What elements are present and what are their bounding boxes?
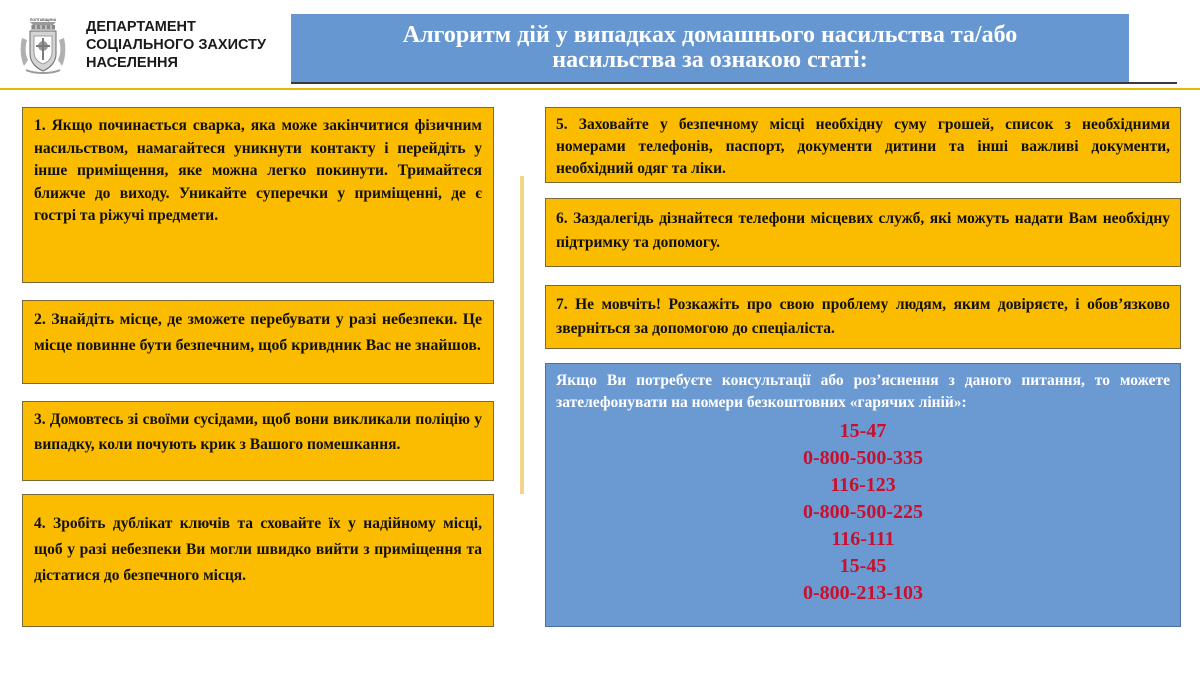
column-divider (520, 176, 524, 494)
hotline-number[interactable]: 116-123 (830, 474, 896, 496)
hotlines-info-box (545, 363, 1181, 627)
department-name (86, 18, 286, 72)
page-title-line: Алгоритм дій у випадках домашнього насильства та/або (402, 22, 1018, 48)
step-card-5: 5. Заховайте у безпечному місці необхідну суму грошей, список з необхідними номерами телефонів, паспорт, документи дитини та інші важливі документи, необхідний одяг та ліки. (545, 107, 1181, 183)
hotlines-list (556, 418, 1170, 607)
coat-of-arms-logo (16, 16, 70, 76)
department-name-line: СОЦІАЛЬНОГО ЗАХИСТУ (86, 37, 266, 53)
step-card-4: 4. Зробіть дублікат ключів та сховайте їх у надійному місці, щоб у разі небезпеки Ви могли швидко вийти з приміщення та дістатися до безпечного місця. (22, 494, 494, 627)
hotline-number[interactable]: 15-45 (839, 555, 887, 577)
step-card-2: 2. Знайдіть місце, де зможете перебувати у разі небезпеки. Це місце повинне бути безпечним, щоб кривдник Вас не знайшов. (22, 300, 494, 384)
section-divider (484, 88, 1200, 90)
step-card-7: 7. Не мовчіть! Розкажіть про свою проблему людям, яким довіряєте, і обов’язково зверніться за допомогою до спеціаліста. (545, 285, 1181, 349)
page-title-line: насильства за ознакою статі: (552, 47, 868, 73)
department-name-line: ДЕПАРТАМЕНТ (86, 19, 196, 35)
department-name-line: НАСЕЛЕННЯ (86, 55, 178, 71)
hotline-number[interactable]: 0-800-213-103 (803, 582, 923, 604)
hotline-number[interactable]: 0-800-500-335 (803, 447, 923, 469)
hotline-number[interactable]: 15-47 (839, 420, 887, 442)
header-underline (291, 82, 1177, 84)
step-card-3: 3. Домовтесь зі своїми сусідами, щоб вони викликали поліцію у випадку, коли почують крик з Вашого помешкання. (22, 401, 494, 481)
step-card-6: 6. Заздалегідь дізнайтеся телефони місцевих служб, які можуть надати Вам необхідну підтримку та допомогу. (545, 198, 1181, 267)
hotlines-intro-text: Якщо Ви потребуєте консультації або роз’яснення з даного питання, то можете зателефонувати на номери безкоштовних «гарячих ліній»: (556, 372, 1170, 411)
step-card-1: 1. Якщо починається сварка, яка може закінчитися фізичним насильством, намагайтеся уникнути контакту і перейдіть у інше приміщення, яке можна легко покинути. Тримайтеся ближче до виходу. Уникайте суперечки у приміщенні, де є гострі та ріжучі предмети. (22, 107, 494, 283)
hotline-number[interactable]: 0-800-500-225 (803, 501, 923, 523)
hotline-number[interactable]: 116-111 (831, 528, 895, 550)
section-divider (0, 88, 484, 90)
logo-caption: ПОЛТАВЩИНА (29, 18, 57, 22)
page-title (291, 14, 1129, 82)
